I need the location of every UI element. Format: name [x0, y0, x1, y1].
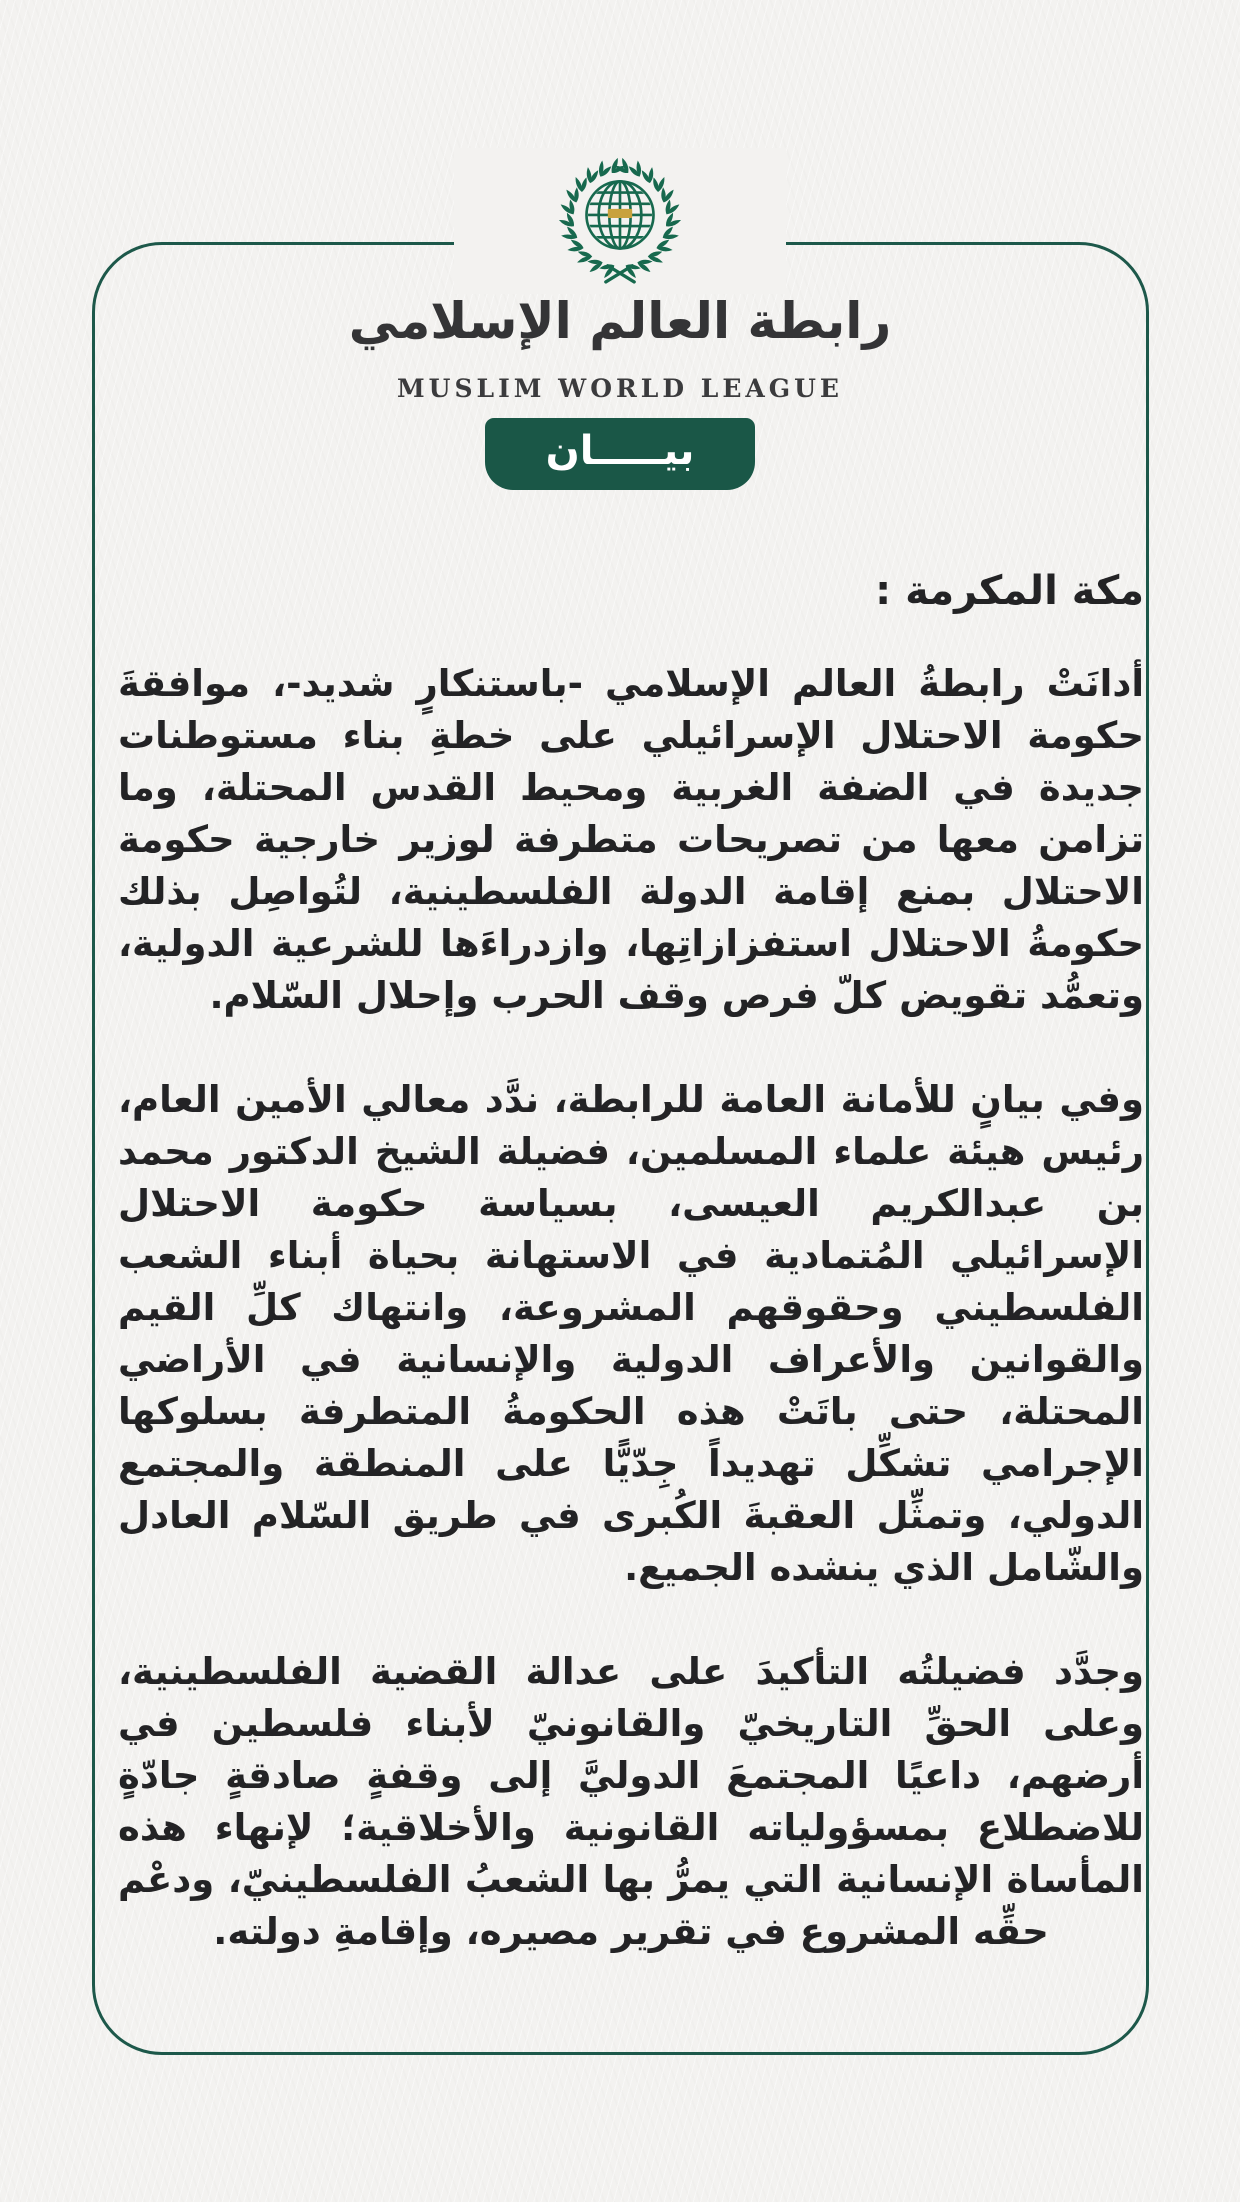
statement-paragraph-3: وجدَّد فضيلتُه التأكيدَ على عدالة القضية الفلسطينية، وعلى الحقِّ التاريخيّ والقانونيّ لأبناء فلسطين في أرضهم، داعيًا المجتمعَ الدوليَّ إلى وقفةٍ صادقةٍ جادّةٍ للاضطلاع بمسؤولياته القانونية والأخلاقية؛ لإنهاء هذه المأساة الإنسانية التي يمرُّ بها الشعبُ الفلسطينيّ، ودعْم حقِّه المشروع في تقرير مصيره، وإقامةِ دولته. — [118, 1650, 1144, 1953]
statement-banner — [485, 418, 755, 490]
logo-area — [454, 148, 786, 294]
statement-body — [118, 568, 1144, 2010]
mwl-logo-icon — [555, 152, 685, 286]
org-name-arabic: رابطة العالم الإسلامي — [348, 292, 892, 350]
org-name-english: MUSLIM WORLD LEAGUE — [396, 374, 843, 403]
statement-paragraph-2: وفي بيانٍ للأمانة العامة للرابطة، ندَّد معالي الأمين العام، رئيس هيئة علماء المسلمين، فضيلة الشيخ الدكتور محمد بن عبدالكريم العيسى، بسياسة حكومة الاحتلال الإسرائيلي المُتمادية في الاستهانة بحياة أبناء الشعب الفلسطيني وحقوقهم المشروعة، وانتهاك كلِّ القيم والقوانين والأعراف الدولية والإنسانية في الأراضي المحتلة، حتى باتَتْ هذه الحكومةُ المتطرفة بسلوكها الإجرامي تشكِّل تهديداً جِدّيًّا على المنطقة والمجتمع الدولي، وتمثِّل العقبةَ الكُبرى في طريق السّلام العادل والشّامل الذي ينشده الجميع. — [118, 1078, 1144, 1589]
statement-paragraph-1: أدانَتْ رابطةُ العالم الإسلامي -باستنكارٍ شديد-، موافقةَ حكومة الاحتلال الإسرائيلي على خطةِ بناء مستوطنات جديدة في الضفة الغربية ومحيط القدس المحتلة، وما تزامن معها من تصريحات متطرفة لوزير خارجية حكومة الاحتلال بمنع إقامة الدولة الفلسطينية، لتُواصِل بذلك حكومةُ الاحتلال استفزازاتِها، وازدراءَها للشرعية الدولية، وتعمُّد تقويض كلّ فرص وقف الحرب وإحلال السّلام. — [118, 662, 1144, 1017]
banner-label: بيـــــان — [545, 428, 695, 474]
kaaba-gold-band — [608, 209, 632, 218]
location-heading: مكة المكرمة : — [875, 568, 1144, 614]
